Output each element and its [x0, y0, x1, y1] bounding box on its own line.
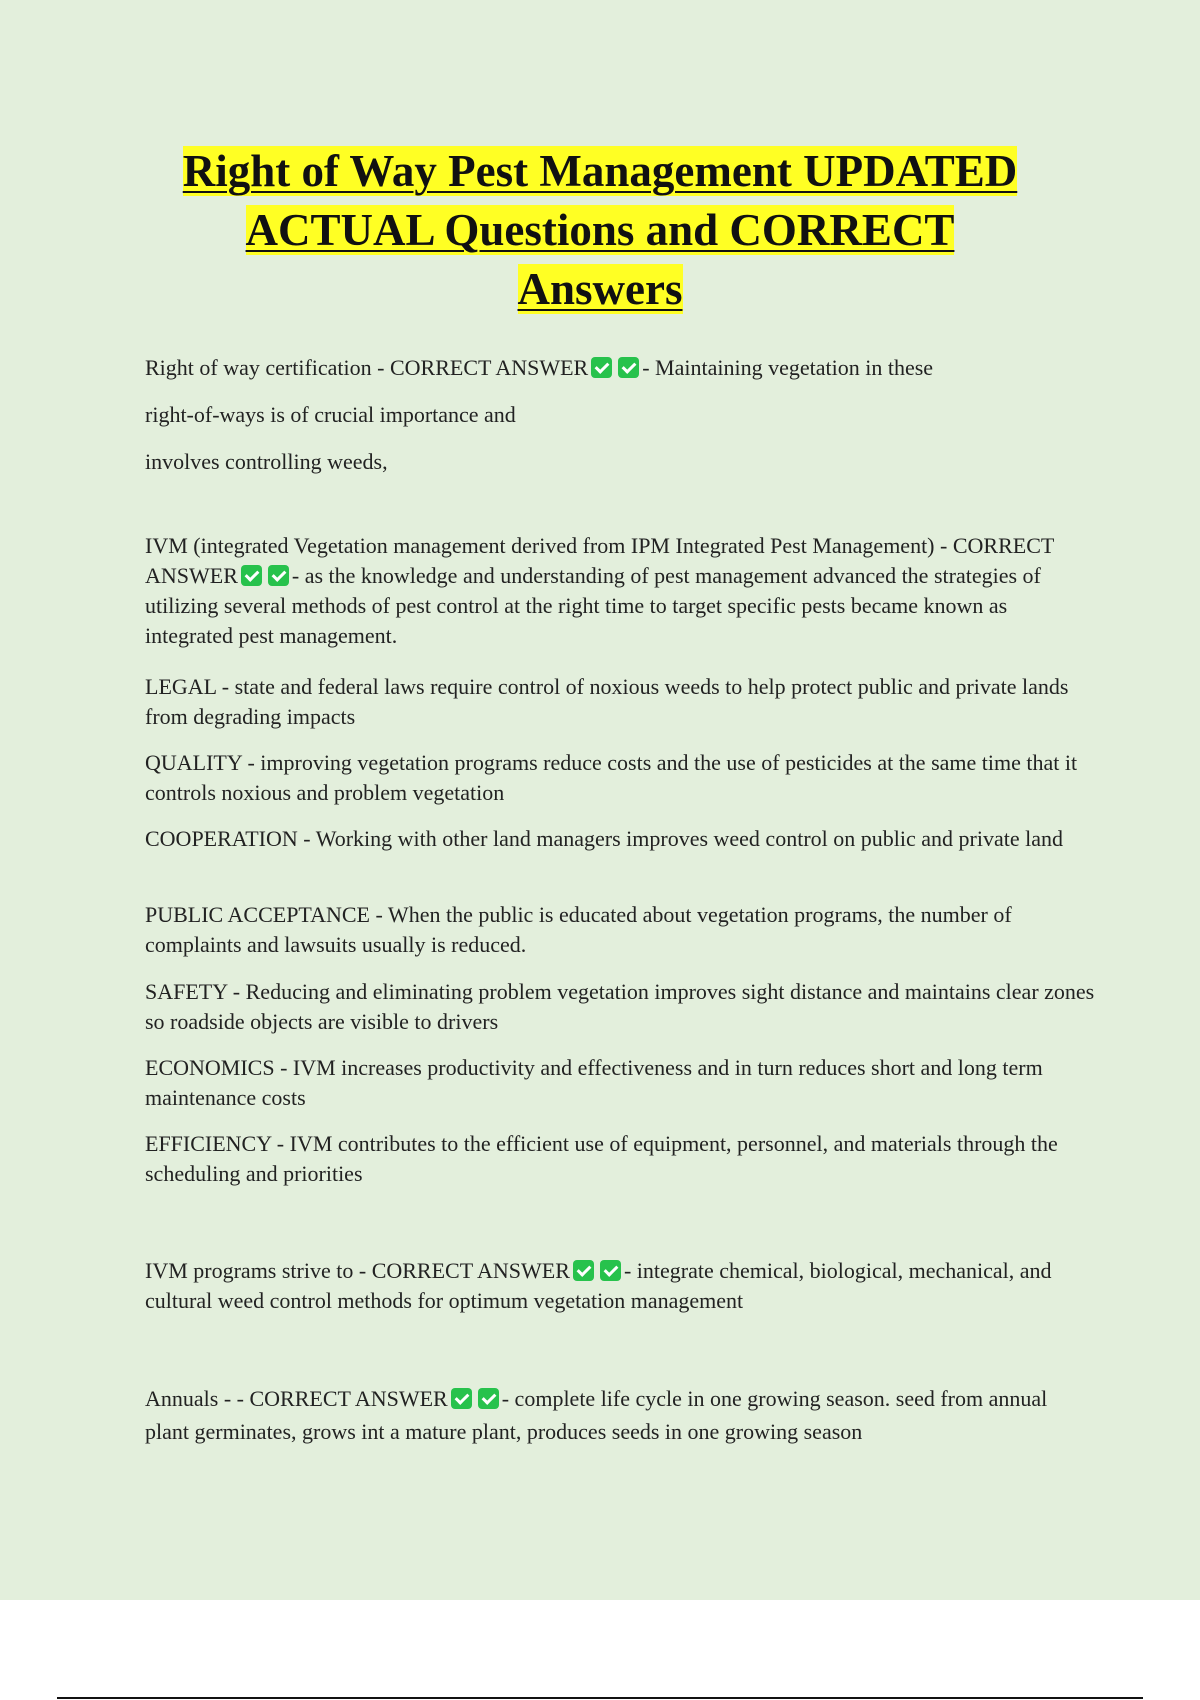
check-mark-icon: [591, 357, 612, 378]
entry-answer: - Maintaining vegetation in these: [642, 355, 934, 380]
entry-answer: - complete life cycle in one growing season. seed from annual plant germinates, grows int a mature plant, produces seeds in one growing season: [145, 1386, 1048, 1444]
entry-term: Annuals - -: [145, 1386, 244, 1411]
entry-quality: QUALITY - improving vegetation programs reduce costs and the use of pesticides at the same time that it controls noxious and problem vegetation: [145, 750, 1078, 805]
title-line-1: Right of Way Pest Management UPDATED: [182, 146, 1018, 196]
entry-safety: SAFETY - Reducing and eliminating problem vegetation improves sight distance and maintains clear zones so roadside objects are visible to drivers: [145, 979, 1095, 1034]
check-mark-icon: [241, 565, 262, 586]
correct-answer-label: CORRECT ANSWER: [389, 355, 589, 380]
entry-answer: - integrate chemical, biological, mechanical, and cultural weed control methods for optimum vegetation management: [145, 1258, 1052, 1313]
entry-answer: - as the knowledge and understanding of pest management advanced the strategies of utilizing several methods of pest control at the right time to target specific pests became known as integrated pest management.: [145, 563, 1041, 648]
entry-answer-line: involves controlling weeds,: [145, 449, 388, 474]
entry-term: IVM programs strive to -: [145, 1258, 367, 1283]
check-mark-icon: [478, 1388, 499, 1409]
check-mark-icon: [268, 565, 289, 586]
entry-legal: LEGAL - state and federal laws require control of noxious weeds to help protect public and private lands from degrading impacts: [145, 674, 1069, 729]
check-mark-icon: [573, 1260, 594, 1281]
check-mark-icon: [600, 1260, 621, 1281]
entry-public-acceptance: PUBLIC ACCEPTANCE - When the public is educated about vegetation programs, the number of complaints and lawsuits usually is reduced.: [145, 902, 1012, 957]
document-title: [100, 142, 1100, 319]
correct-answer-label: CORRECT ANSWER: [145, 533, 1054, 588]
correct-answer-label: CORRECT ANSWER: [249, 1386, 448, 1411]
title-line-2: ACTUAL Questions and CORRECT: [245, 205, 955, 255]
entry-answer-line: right-of-ways is of crucial importance and: [145, 402, 516, 427]
check-mark-icon: [451, 1388, 472, 1409]
entry-ivm-programs: [145, 1256, 1095, 1316]
entry-right-of-way-certification: [145, 344, 1095, 485]
entry-term: IVM (integrated Vegetation management derived from IPM Integrated Pest Management) -: [145, 533, 948, 558]
entry-efficiency: EFFICIENCY - IVM contributes to the efficient use of equipment, personnel, and materials through the scheduling and priorities: [145, 1131, 1058, 1186]
entry-ivm: [145, 531, 1095, 651]
correct-answer-label: CORRECT ANSWER: [371, 1258, 570, 1283]
entry-cooperation: COOPERATION - Working with other land managers improves weed control on public and private land: [145, 826, 1063, 851]
title-line-3: Answers: [517, 264, 683, 314]
entry-term: Right of way certification -: [145, 355, 385, 380]
footer-divider: [57, 1697, 1143, 1699]
entry-annuals: [145, 1382, 1095, 1448]
entry-economics: ECONOMICS - IVM increases productivity and effectiveness and in turn reduces short and long term maintenance costs: [145, 1055, 1043, 1110]
check-mark-icon: [618, 357, 639, 378]
